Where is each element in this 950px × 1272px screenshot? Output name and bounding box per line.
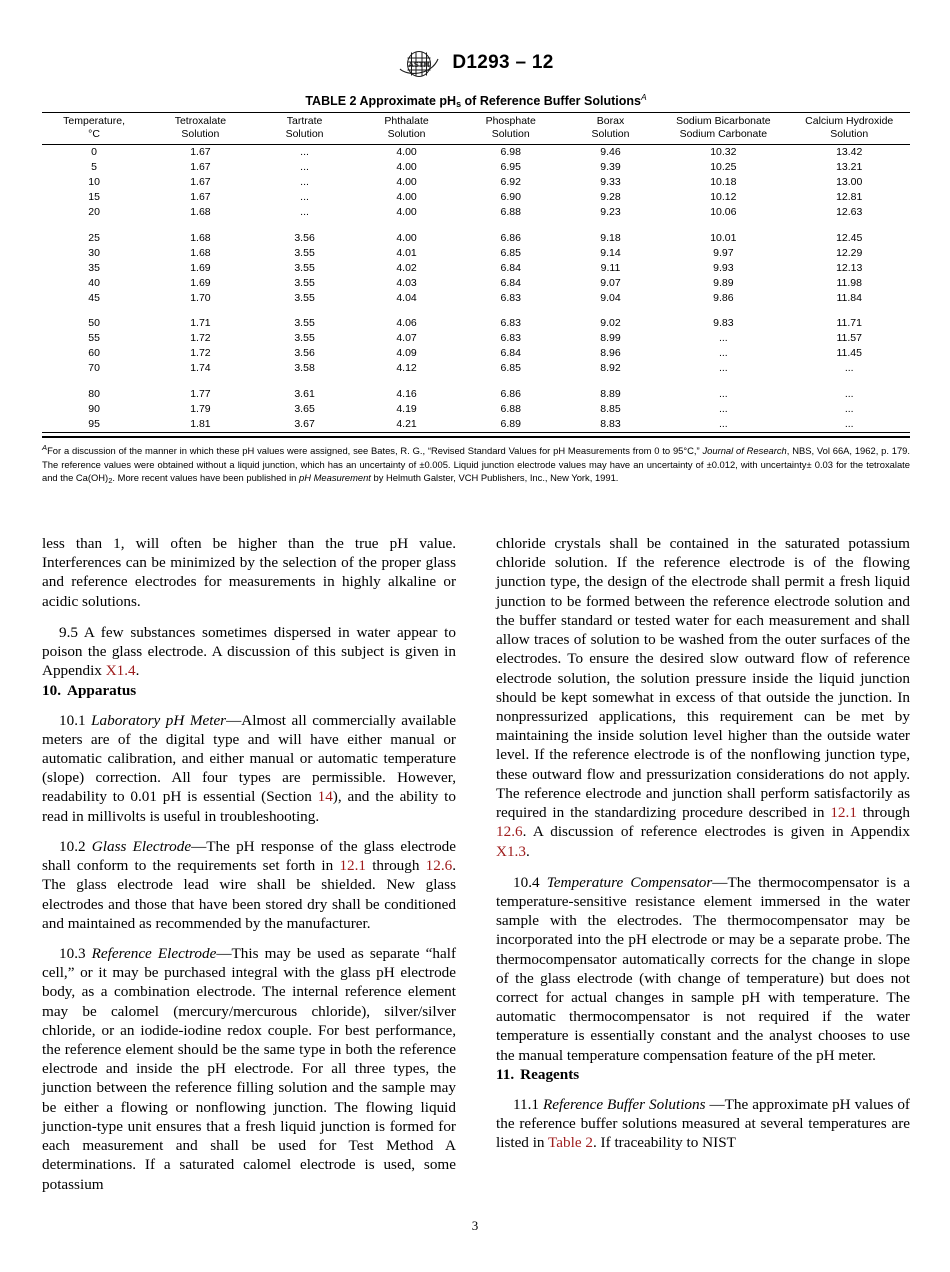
table-group-spacer: [42, 220, 910, 231]
cell-value: 4.09: [396, 347, 417, 360]
table-row: [42, 246, 910, 261]
cell-value: 6.86: [500, 231, 521, 244]
paragraph-10-1: [42, 711, 456, 826]
cell-value: 10.12: [710, 191, 737, 204]
cell-value: 4.00: [396, 206, 417, 219]
cell-value: 11.84: [836, 291, 862, 304]
cell-value: 9.18: [600, 231, 621, 244]
paragraph-text: This may be used as separate “half cell,” or it may be purchased integral with the glass pH electrode body, as a combination electrode. The internal reference element may be calomel (mercury/mercurous chloride), silver/silver chloride, or an iodide-iodine redox couple. For best performance, the reference element should be the same type in both the reference electrode and inside the pH electrode. For all three types, the junction between the reference filling solution and the sample may be either a flowing or nonflowing junction. The flowing liquid junction-type unit ensures that a fresh liquid junction is formed for each measurement and shall be used for Test Method A determinations. If a saturated calomel electrode is used, some potassium: [42, 944, 457, 1193]
column-header-phthalate: Phthalate Solution: [384, 115, 429, 141]
cell-temperature: 50: [88, 317, 100, 330]
cell-value: 13.42: [836, 146, 863, 159]
paragraph-11-1: [496, 1095, 910, 1153]
table-footnote: [42, 442, 910, 485]
table-row: [42, 261, 910, 276]
cell-value: 3.58: [294, 362, 315, 375]
table-2-container: [42, 92, 910, 485]
cell-value: 9.39: [600, 161, 621, 174]
cell-value: 6.86: [500, 388, 521, 401]
heading-10-apparatus: [42, 681, 456, 700]
cell-value: 1.68: [190, 246, 211, 259]
cell-value: 10.06: [710, 206, 737, 219]
cell-value: 11.57: [836, 332, 862, 345]
cell-value: 9.46: [600, 146, 621, 159]
cell-value: 10.32: [710, 146, 737, 159]
table-row: [42, 316, 910, 331]
table-row: [42, 417, 910, 432]
paragraph-italic-title: Reference Buffer Solutions: [542, 1095, 706, 1113]
cell-value: 8.83: [600, 417, 621, 430]
cell-value: 8.92: [600, 362, 621, 375]
table-row: [42, 402, 910, 417]
paragraph-italic-title: Laboratory pH Meter: [91, 711, 227, 729]
footnote-mark: A: [42, 442, 48, 452]
cell-temperature: 25: [88, 231, 100, 244]
cell-value: 1.69: [190, 261, 211, 274]
paragraph-text-mid-2: . A discussion of reference electrodes is given in Appendix: [522, 823, 910, 841]
cell-value: 4.07: [396, 332, 417, 345]
cell-value: 6.84: [500, 261, 521, 274]
link-section-14[interactable]: 14: [317, 788, 333, 806]
cell-value: 1.74: [190, 362, 211, 375]
paragraph-number: 10.3: [59, 944, 86, 962]
paragraph-text-after: . If traceability to NIST: [592, 1134, 736, 1152]
cell-value: 12.45: [836, 231, 863, 244]
cell-value: 9.97: [713, 246, 734, 259]
cell-value: ...: [300, 206, 309, 219]
table-title-prefix: TABLE 2 Approximate pH: [305, 94, 457, 109]
cell-value: 10.18: [710, 176, 737, 189]
cell-value: 6.88: [500, 206, 521, 219]
table-row: [42, 205, 910, 220]
cell-value: 4.01: [396, 246, 417, 259]
cell-value: ...: [300, 161, 309, 174]
footnote-subscript: 2: [108, 476, 113, 486]
cell-value: 6.85: [500, 246, 521, 259]
heading-number: 11.: [496, 1065, 515, 1083]
cell-value: 10.01: [710, 231, 737, 244]
paragraph-number: 10.1: [59, 711, 86, 729]
heading-title: Reagents: [520, 1065, 580, 1083]
document-header: [0, 48, 950, 78]
cell-value: 3.55: [294, 246, 315, 259]
footnote-italic-book: pH Measurement: [299, 472, 371, 484]
column-header-temperature: Temperature, °C: [63, 115, 126, 141]
cell-value: 1.67: [190, 161, 211, 174]
cell-value: 4.00: [396, 161, 417, 174]
cell-value: 9.86: [713, 291, 734, 304]
link-12-1[interactable]: 12.1: [339, 857, 367, 875]
footnote-part-2: , NBS, Vol 66A, 1962, p. 179. The reference values were obtained without a liquid junction, which has an uncertainty of ±0.005. Liquid junction electrode values may have an uncertainty of ±0.012, with uncertainty± 0.03 for the tetroxalate and the Ca(OH): [42, 444, 910, 484]
cell-value: ...: [844, 362, 854, 375]
cell-value: 9.33: [600, 176, 621, 189]
cell-value: 4.00: [396, 146, 417, 159]
paragraph-text-before: A few substances sometimes dispersed in water appear to poison the glass electrode. A discussion of this subject is given in Appendix: [42, 623, 456, 680]
cell-value: 3.55: [294, 291, 315, 304]
table-group-spacer: [42, 305, 910, 316]
left-column: [42, 534, 456, 1194]
cell-value: 3.55: [294, 317, 315, 330]
table-row: [42, 160, 910, 175]
table-row: [42, 346, 910, 361]
paragraph-text-before: The pH response of the glass electrode shall conform to the requirements set forth in: [42, 837, 457, 875]
cell-value: 4.19: [396, 403, 417, 415]
column-header-sodium-bicarbonate: Sodium Bicarbonate Sodium Carbonate: [676, 115, 771, 141]
cell-value: 1.72: [190, 332, 211, 345]
paragraph-text-before: chloride crystals shall be contained in the saturated potassium chloride solution. If the reference electrode is of the flowing junction type, the design of the electrode shall permit a fresh liquid junction to be formed between the reference electrode solution and the buffer standard or tested water for each measurement and shall allow traces of solution to be washed from the outer surfaces of the electrodes. To ensure the desired slow outward flow of reference electrode solution, the solution pressure inside the liquid junction should be kept somewhat in excess of that outside the junction. In nonpressurized applications, this requirement can be met by maintaining the inside solution level higher than the outside water level. If the reference electrode is of the nonflowing junction type, these outward flow and pressurization considerations do not apply. The reference electrode and junction shall perform satisfactorily as required in the standardizing procedure described in: [496, 535, 910, 822]
paragraph-text-after: .: [525, 842, 530, 860]
cell-temperature: 80: [88, 388, 100, 401]
cell-value: 3.56: [294, 347, 315, 360]
cell-value: 9.89: [713, 276, 734, 289]
cell-temperature: 0: [91, 146, 97, 159]
cell-value: 1.81: [190, 417, 211, 430]
cell-value: 9.07: [600, 276, 621, 289]
column-header-calcium-hydroxide: Calcium Hydroxide Solution: [805, 115, 894, 141]
column-header-tetroxalate: Tetroxalate Solution: [174, 115, 227, 141]
table-body: [42, 145, 910, 437]
cell-value: 9.28: [600, 191, 621, 204]
cell-value: 3.61: [294, 388, 315, 401]
link-x1-4[interactable]: X1.4: [105, 662, 136, 680]
table-head: [42, 113, 910, 145]
footnote-part-4: by Helmuth Galster, VCH Publishers, Inc., New York, 1991.: [370, 472, 619, 484]
cell-temperature: 40: [88, 276, 100, 289]
cell-value: 6.95: [500, 161, 521, 174]
cell-value: 1.68: [190, 206, 211, 219]
table-title-suffix: of Reference Buffer Solutions: [461, 94, 641, 109]
paragraph-text-before: Almost all commercially available meters are of the digital type and will have either manual or automatic calibration, and either manual or automatic temperature (slope) correction. All four types are permissible. However, readability to 0.01 pH is essential (Section: [42, 711, 456, 806]
cell-value: ...: [718, 347, 728, 360]
cell-temperature: 60: [88, 347, 100, 360]
paragraph-number: 10.4: [513, 873, 540, 891]
cell-value: 9.83: [713, 317, 734, 330]
cell-value: 6.88: [500, 403, 521, 415]
paragraph-italic-title: Temperature Compensator: [546, 873, 713, 891]
paragraph-number: 9.5: [59, 623, 78, 641]
footnote-italic-journal: Journal of Research: [702, 444, 787, 456]
cell-value: 9.23: [600, 206, 621, 219]
table-header-row: [42, 113, 910, 145]
paragraph-number: 10.2: [59, 837, 86, 855]
paragraph-text-after: .: [135, 662, 140, 680]
cell-value: ...: [844, 388, 854, 401]
cell-value: 1.67: [190, 146, 211, 159]
cell-value: ...: [844, 403, 854, 415]
cell-value: 4.02: [396, 261, 417, 274]
cell-value: 11.45: [836, 347, 862, 360]
paragraph-10-2: [42, 837, 456, 933]
cell-value: 3.55: [294, 276, 315, 289]
cell-value: 3.56: [294, 231, 315, 244]
paragraph-9-5: [42, 623, 456, 681]
cell-value: 1.72: [190, 347, 211, 360]
document-designation: D1293 – 12: [452, 52, 554, 73]
cell-value: 12.63: [836, 206, 863, 219]
cell-value: ...: [300, 146, 309, 159]
paragraph-text-before: The approximate pH values of the reference buffer solutions measured at several temperatures are listed in: [496, 1095, 910, 1152]
cell-value: ...: [300, 176, 309, 189]
link-12-1[interactable]: 12.1: [830, 804, 857, 822]
paragraph-italic-title: Glass Electrode: [91, 837, 192, 855]
paragraph-dash: —: [712, 873, 728, 891]
cell-value: 3.67: [294, 417, 315, 430]
cell-value: 8.89: [600, 388, 621, 401]
paragraph-text: The thermocompensator is a temperature-sensitive resistance element immersed in the water sample with the electrodes. The thermocompensator may be incorporated into the pH electrode or may be a separate probe. The thermocompensator automatically corrects for the change in slope of the glass electrode (with change of temperature) but does not correct for actual changes in sample pH with temperature. The automatic thermocompensator is not required if the water temperature is essentially constant and the analyst chooses to use the manual temperature compensation feature of the pH meter.: [496, 873, 910, 1064]
cell-value: 4.21: [396, 417, 417, 430]
paragraph-10-3-continuation: [496, 534, 910, 861]
cell-value: 12.81: [836, 191, 863, 204]
table-row: [42, 331, 910, 346]
svg-text:ASTM: ASTM: [408, 60, 430, 69]
cell-value: 6.83: [500, 332, 521, 345]
cell-value: 4.06: [396, 317, 417, 330]
cell-value: ...: [718, 362, 728, 375]
column-header-phosphate: Phosphate Solution: [485, 115, 536, 141]
cell-value: 1.67: [190, 191, 211, 204]
cell-value: 4.03: [396, 276, 417, 289]
cell-value: ...: [718, 403, 728, 415]
paragraph-text-mid: through: [856, 804, 910, 822]
column-header-borax: Borax Solution: [591, 115, 630, 141]
table-title-footnote-mark: A: [640, 92, 647, 102]
footnote-part-3: . More recent values have been published in: [112, 472, 299, 484]
cell-value: 4.00: [396, 176, 417, 189]
link-12-6[interactable]: 12.6: [496, 823, 523, 841]
cell-value: 9.04: [600, 291, 621, 304]
cell-value: 6.98: [500, 146, 521, 159]
cell-value: 4.12: [396, 362, 417, 375]
page-number-footer: [0, 1218, 950, 1234]
cell-temperature: 5: [91, 161, 97, 174]
right-column: [496, 534, 910, 1194]
paragraph-dash: —: [191, 837, 207, 855]
link-12-6[interactable]: 12.6: [425, 857, 453, 875]
cell-temperature: 55: [88, 332, 100, 345]
cell-value: 4.00: [396, 231, 417, 244]
cell-value: 12.29: [836, 246, 863, 259]
cell-value: 4.16: [396, 388, 417, 401]
table-row: [42, 231, 910, 246]
cell-value: 6.92: [500, 176, 521, 189]
table-row: [42, 276, 910, 291]
body-columns: [42, 534, 910, 1194]
cell-value: 10.25: [710, 161, 737, 174]
column-header-tartrate: Tartrate Solution: [285, 115, 324, 141]
cell-value: 1.67: [190, 176, 211, 189]
table-group-spacer: [42, 376, 910, 387]
cell-value: ...: [718, 417, 728, 430]
footnote-part-1: For a discussion of the manner in which these pH values were assigned, see Bates, R. G., “Revised Standard Values for pH Measurements from 0 to 95°C,”: [47, 444, 703, 456]
cell-temperature: 45: [88, 291, 100, 304]
table-row: [42, 361, 910, 376]
heading-title: Apparatus: [66, 681, 137, 699]
table-bottom-rule: [42, 432, 910, 437]
cell-value: 6.84: [500, 276, 521, 289]
cell-value: 4.00: [396, 191, 417, 204]
cell-value: 1.70: [190, 291, 211, 304]
table-row: [42, 190, 910, 205]
cell-temperature: 70: [88, 362, 100, 375]
cell-value: 6.83: [500, 291, 521, 304]
cell-value: 9.02: [600, 317, 621, 330]
cell-value: 3.55: [294, 332, 315, 345]
paragraph-dash: —: [705, 1095, 725, 1113]
cell-value: 8.96: [600, 347, 621, 360]
cell-value: 6.84: [500, 347, 521, 360]
cell-value: 11.71: [836, 317, 862, 330]
table-title: [42, 92, 910, 108]
cell-value: 13.00: [836, 176, 863, 189]
paragraph-number: 11.1: [513, 1095, 540, 1113]
cell-value: ...: [718, 388, 728, 401]
cell-temperature: 10: [88, 176, 100, 189]
cell-value: 1.77: [190, 388, 211, 401]
cell-value: 6.89: [500, 417, 521, 430]
heading-number: 10.: [42, 681, 61, 699]
paragraph-text-after: . The glass electrode lead wire shall be shielded. New glass electrodes and those that have been stored dry shall be conditioned and maintained as recommended by the manufacturer.: [42, 857, 456, 932]
table-title-subscript: s: [456, 99, 462, 110]
table-row: [42, 291, 910, 306]
cell-value: 11.98: [836, 276, 862, 289]
cell-value: 1.71: [190, 317, 211, 330]
cell-value: 8.85: [600, 403, 621, 415]
cell-value: 12.13: [836, 261, 863, 274]
cell-value: 9.93: [713, 261, 734, 274]
page-number: 3: [471, 1218, 479, 1233]
cell-temperature: 15: [88, 191, 100, 204]
cell-value: 8.99: [600, 332, 621, 345]
paragraph-text: less than 1, will often be higher than the true pH value. Interferences can be minimized by the selection of the proper glass and reference electrodes for measurements in highly alkaline or acidic solutions.: [42, 535, 456, 610]
cell-value: 1.68: [190, 231, 211, 244]
cell-value: ...: [300, 191, 309, 204]
paragraph-9-5-continuation: [42, 534, 456, 611]
cell-value: 6.85: [500, 362, 521, 375]
table-row: [42, 387, 910, 402]
paragraph-text-after: ), and the ability to read in millivolts is useful in troubleshooting.: [42, 788, 456, 825]
table-row: [42, 145, 910, 160]
astm-logo-icon: [396, 49, 442, 79]
paragraph-text-mid: through: [366, 857, 426, 875]
heading-11-reagents: [496, 1065, 910, 1084]
link-x1-3[interactable]: X1.3: [496, 842, 526, 860]
cell-value: ...: [718, 332, 728, 345]
paragraph-10-3: [42, 944, 456, 1194]
link-table-2[interactable]: Table 2: [548, 1134, 593, 1152]
buffer-solutions-table: [42, 112, 910, 438]
cell-temperature: 95: [88, 417, 100, 430]
cell-value: 9.14: [600, 246, 621, 259]
cell-value: 3.55: [294, 261, 315, 274]
cell-value: 6.90: [500, 191, 521, 204]
paragraph-dash: —: [216, 944, 232, 962]
cell-value: 4.04: [396, 291, 417, 304]
paragraph-10-4: [496, 873, 910, 1065]
cell-value: 6.83: [500, 317, 521, 330]
cell-value: 3.65: [294, 403, 315, 415]
cell-temperature: 30: [88, 246, 100, 259]
paragraph-dash: —: [226, 711, 242, 729]
cell-temperature: 20: [88, 206, 100, 219]
cell-value: 1.79: [190, 403, 211, 415]
cell-value: 13.21: [836, 161, 863, 174]
cell-temperature: 35: [88, 261, 100, 274]
cell-value: 1.69: [190, 276, 211, 289]
cell-temperature: 90: [88, 403, 100, 415]
paragraph-italic-title: Reference Electrode: [91, 944, 217, 962]
cell-value: 9.11: [600, 261, 621, 274]
table-row: [42, 175, 910, 190]
cell-value: ...: [844, 417, 854, 430]
